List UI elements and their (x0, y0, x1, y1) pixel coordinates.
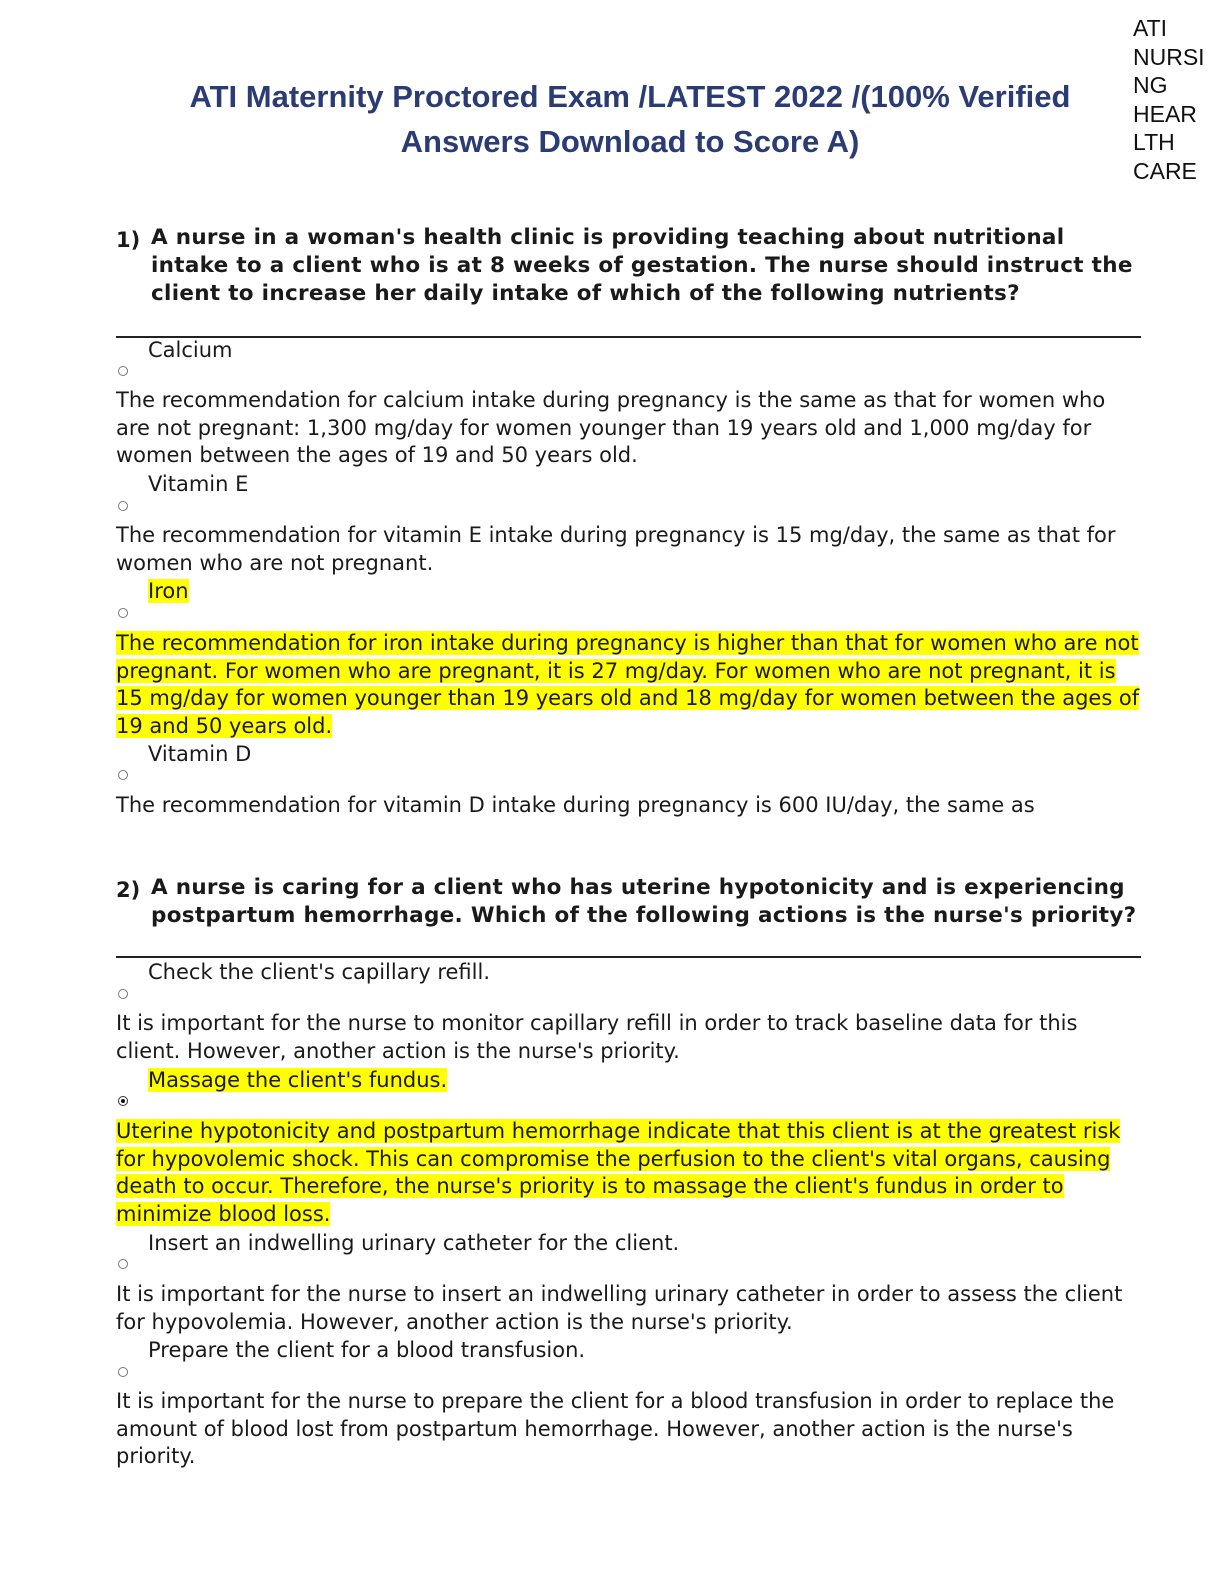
side-label-line: NG (1133, 72, 1168, 98)
side-label-line: ATI (1133, 15, 1168, 41)
q2-option-1-radio[interactable] (118, 989, 128, 999)
side-label-line: HEAR (1133, 100, 1197, 127)
question-1-divider (116, 336, 1141, 338)
highlight: Massage the client's fundus. (148, 1068, 448, 1092)
q1-option-4-rationale: The recommendation for vitamin D intake during pregnancy is 600 IU/day, the same as (116, 793, 1035, 817)
q2-option-2-label (148, 1066, 447, 1094)
q1-option-1-rationale: The recommendation for calcium intake during pregnancy is the same as that for women who are not pregnant: 1,300 mg/day for women younger than 19 years old and 1,000 mg/day for women between the ages of 19 and 50 years old. (116, 388, 1106, 467)
highlight: Iron (148, 579, 189, 603)
q2-option-2-rationale (116, 1118, 1141, 1228)
highlight: Uterine hypotonicity and postpartum hemorrhage indicate that this client is at the greatest risk for hypovolemic shock. This can compromise the perfusion to the client's vital organs, causing death to occur. Therefore, the nurse's priority is to massage the client's fundus in order to minimize blood loss. (116, 1119, 1121, 1226)
q2-option-3-rationale: It is important for the nurse to insert an indwelling urinary catheter in order to assess the client for hypovolemia. However, another action is the nurse's priority. (116, 1282, 1123, 1334)
q2-option-4-label: Prepare the client for a blood transfusion. (148, 1338, 586, 1362)
q1-option-1-radio[interactable] (118, 366, 128, 376)
title-line-1: ATI Maternity Proctored Exam /LATEST 2022 /(100% Verified (189, 79, 1071, 114)
q2-option-3-radio[interactable] (118, 1259, 128, 1269)
q1-option-3-label (148, 577, 189, 605)
q2-option-4-rationale: It is important for the nurse to prepare the client for a blood transfusion in order to replace the amount of blood lost from postpartum hemorrhage. However, another action is the nurse's priority. (116, 1389, 1115, 1468)
question-1-text: A nurse in a woman's health clinic is providing teaching about nutritional intake to a client who is at 8 weeks of gestation. The nurse should instruct the client to increase her daily intake of which of the following nutrients? (151, 225, 1133, 306)
side-label-line: LTH (1133, 129, 1175, 155)
q1-option-2-label: Vitamin E (148, 472, 249, 496)
side-label-line: NURSI (1133, 43, 1205, 70)
q2-option-4-radio[interactable] (118, 1367, 128, 1377)
question-1-number: 1) (116, 228, 141, 252)
side-label-line: CARE (1133, 157, 1197, 184)
title-line-2: Answers Download to Score A) (400, 124, 860, 159)
q1-option-2-rationale: The recommendation for vitamin E intake during pregnancy is 15 mg/day, the same as that for women who are not pregnant. (116, 523, 1116, 575)
q1-option-4-label: Vitamin D (148, 742, 252, 766)
q1-option-4-radio[interactable] (118, 770, 128, 780)
q1-option-3-radio[interactable] (118, 608, 128, 618)
document-title (150, 74, 1110, 164)
side-watermark-label (1133, 14, 1224, 185)
q1-option-1-label: Calcium (148, 338, 233, 362)
q1-option-2-radio[interactable] (118, 501, 128, 511)
question-2-number: 2) (116, 878, 141, 902)
q2-option-1-rationale: It is important for the nurse to monitor capillary refill in order to track baseline data for this client. However, another action is the nurse's priority. (116, 1011, 1078, 1063)
q2-option-3-label: Insert an indwelling urinary catheter for the client. (148, 1231, 680, 1255)
q2-option-1-label: Check the client's capillary refill. (148, 960, 490, 984)
q2-option-2-radio-selected[interactable] (118, 1096, 128, 1106)
highlight: The recommendation for iron intake during pregnancy is higher than that for women who are not pregnant. For women who are pregnant, it is 27 mg/day. For women who are not pregnant, it is 15 mg/day for women younger than 19 years old and 18 mg/day for women between the ages of 19 and 50 years old. (116, 631, 1140, 738)
question-2-text: A nurse is caring for a client who has uterine hypotonicity and is experiencing postpartum hemorrhage. Which of the following actions is the nurse's priority? (151, 875, 1137, 928)
q1-option-3-rationale (116, 630, 1141, 740)
